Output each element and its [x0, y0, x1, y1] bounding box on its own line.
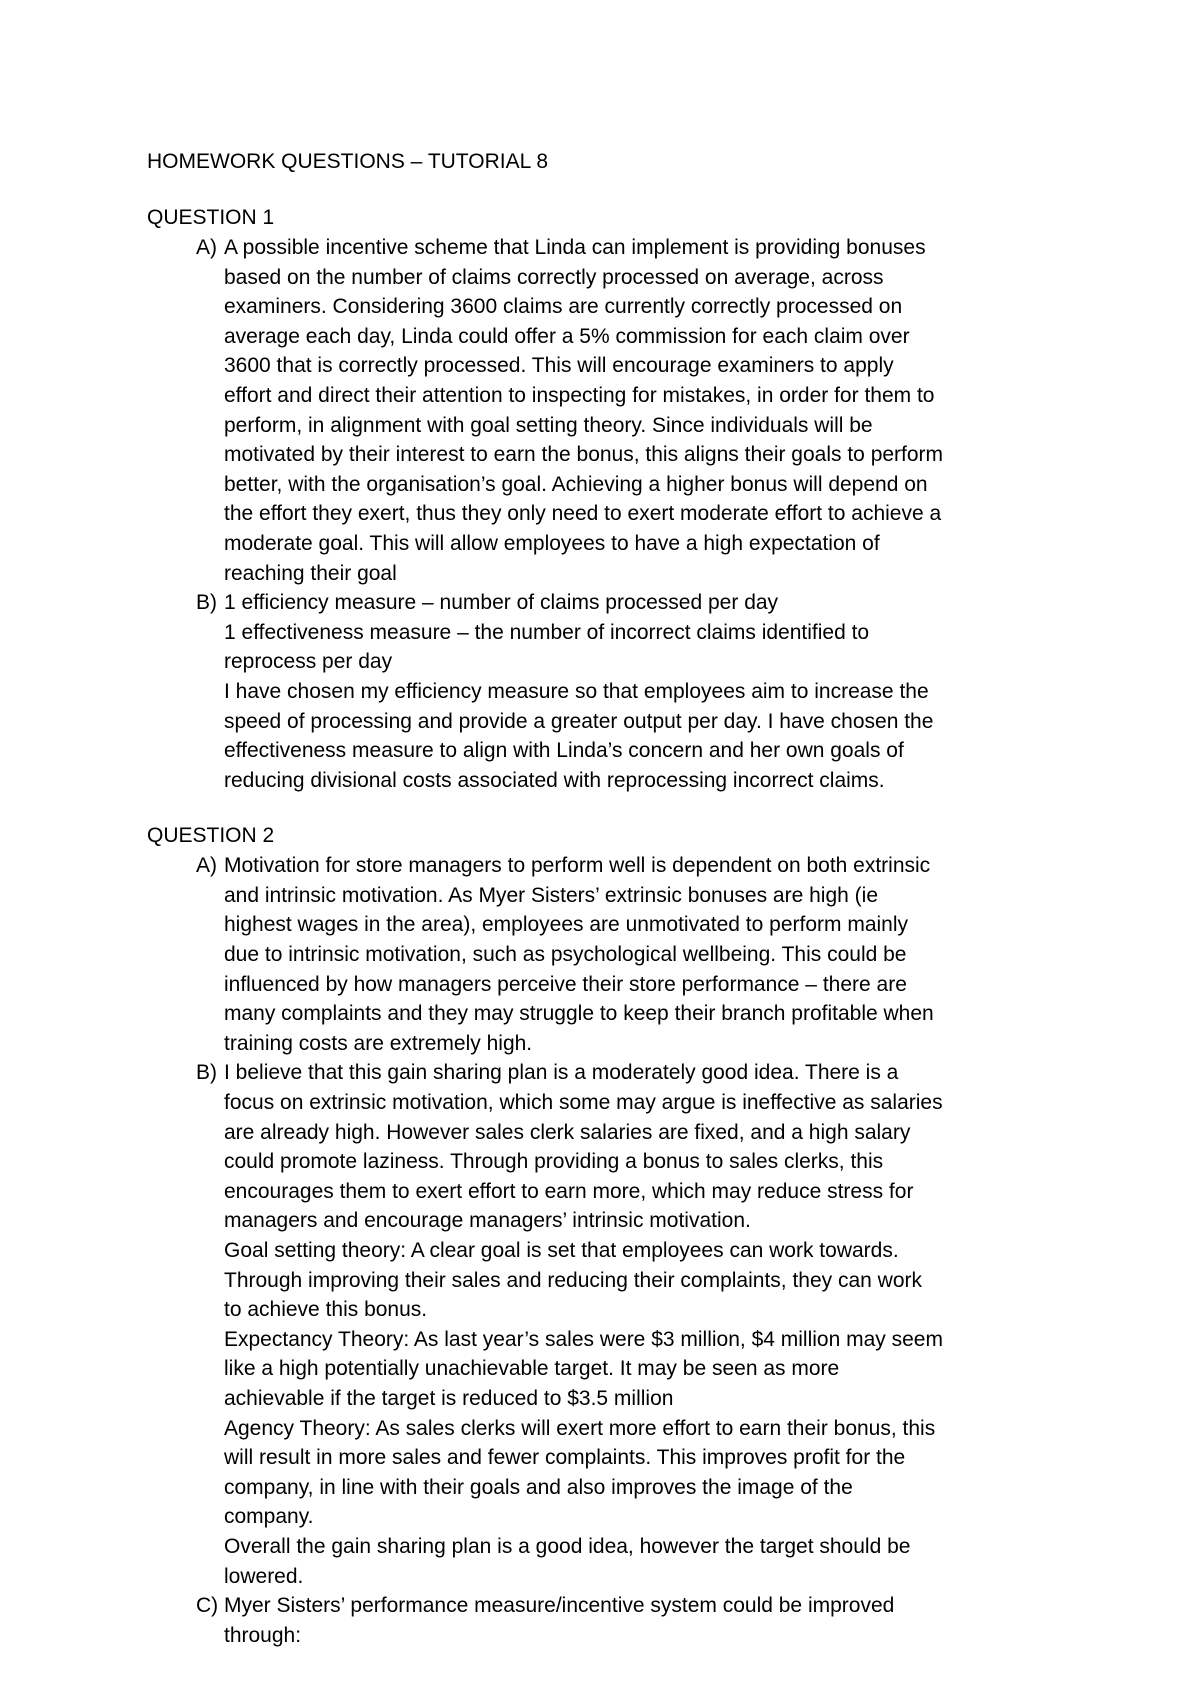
answer-paragraph: Agency Theory: As sales clerks will exert more effort to earn their bonus, this will result in more sales and fewer complaints. This improves profit for the company, in line with their goals and also improves the image of the company. [224, 1416, 936, 1529]
question-1-part-a [147, 233, 1067, 588]
question-1-section [147, 203, 1067, 795]
answer-paragraph: 1 efficiency measure – number of claims processed per day [224, 591, 779, 615]
document-title: HOMEWORK QUESTIONS – TUTORIAL 8 [147, 150, 549, 173]
question-2-part-a [147, 851, 1067, 1058]
answer-paragraph: Myer Sisters’ performance measure/incentive system could be improved through: [224, 1594, 895, 1647]
answer-paragraph: Overall the gain sharing plan is a good idea, however the target should be lowered. [224, 1534, 911, 1588]
part-label: C) [196, 1594, 219, 1618]
answer-paragraph: A possible incentive scheme that Linda can implement is providing bonuses based on the number of claims correctly processed on average, across examiners. Considering 3600 claims are currently correctly processed on average each day, Linda could offer a 5% commission for each claim over 3600 that is correctly processed. This will encourage examiners to apply effort and direct their attention to inspecting for mistakes, in order for them to perform, in alignment with goal setting theory. Since individuals will be motivated by their interest to earn the bonus, this aligns their goals to perform better, with the organisation’s goal. Achieving a higher bonus will depend on the effort they exert, thus they only need to exert moderate effort to achieve a moderate goal. This will allow employees to have a high expectation of reaching their goal [224, 236, 944, 585]
answer-paragraph: 1 effectiveness measure – the number of incorrect claims identified to reprocess per day [224, 620, 870, 674]
question-2-heading: QUESTION 2 [147, 824, 275, 848]
part-label: A) [196, 854, 217, 878]
part-label: B) [196, 591, 217, 615]
document-content [147, 147, 1067, 1650]
answer-paragraph: Motivation for store managers to perform well is dependent on both extrinsic and intrinsic motivation. As Myer Sisters’ extrinsic bonuses are high (ie highest wages in the area), employees are unmotivated to perform mainly due to intrinsic motivation, such as psychological wellbeing. This could be influenced by how managers perceive their store performance – there are many complaints and they may struggle to keep their branch profitable when training costs are extremely high. [224, 854, 934, 1055]
answer-paragraph: I have chosen my efficiency measure so that employees aim to increase the speed of processing and provide a greater output per day. I have chosen the effectiveness measure to align with Linda’s concern and her own goals of reducing divisional costs associated with reprocessing incorrect claims. [224, 679, 934, 792]
answer-paragraph: I believe that this gain sharing plan is a moderately good idea. There is a focus on extrinsic motivation, which some may argue is ineffective as salaries are already high. However sales clerk salaries are fixed, and a high salary could promote laziness. Through providing a bonus to sales clerks, this encourages them to exert effort to earn more, which may reduce stress for managers and encourage managers’ intrinsic motivation. [224, 1061, 943, 1233]
question-2-part-b [147, 1058, 1067, 1591]
question-1-heading: QUESTION 1 [147, 206, 275, 229]
question-2-section [147, 821, 1067, 1650]
question-2-part-c [147, 1591, 1067, 1650]
part-label: B) [196, 1061, 217, 1085]
part-label: A) [196, 236, 217, 259]
question-1-part-b [147, 588, 1067, 795]
answer-paragraph: Expectancy Theory: As last year’s sales were $3 million, $4 million may seem like a high potentially unachievable target. It may be seen as more achievable if the target is reduced to $3.5 million [224, 1327, 943, 1410]
answer-paragraph: Goal setting theory: A clear goal is set that employees can work towards. Through improving their sales and reducing their complaints, they can work to achieve this bonus. [224, 1239, 923, 1322]
